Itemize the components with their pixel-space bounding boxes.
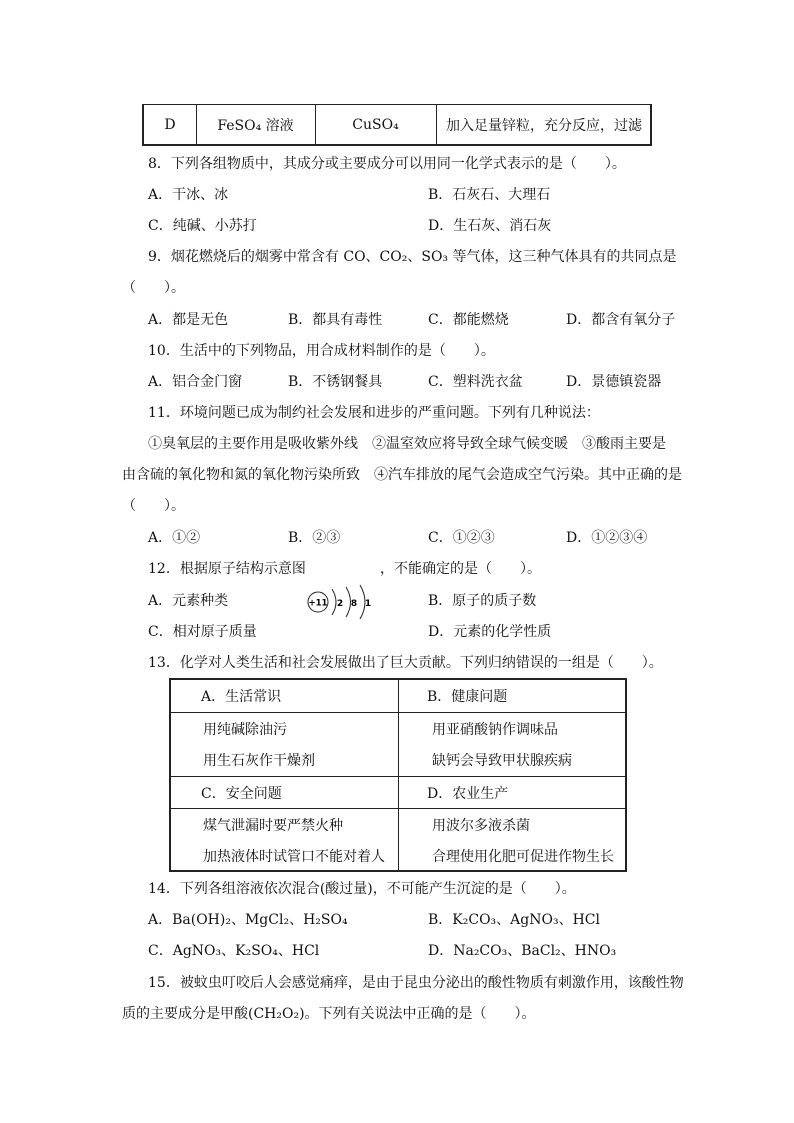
q10-option-d: D．景德镇瓷器 xyxy=(566,374,662,390)
q9-stem: 9．烟花燃烧后的烟雾中常含有 CO、CO₂、SO₃ 等气体，这三种气体具有的共同点是 xyxy=(148,249,677,265)
q12-stem-cont: ，不能确定的是（ ）。 xyxy=(380,561,541,577)
q13-group-c-title: C．安全问题 xyxy=(201,786,282,802)
q11-stem: 11．环境问题已成为制约社会发展和进步的严重问题。下列有几种说法： xyxy=(148,405,600,421)
q12-stem: 12．根据原子结构示意图 xyxy=(148,561,306,577)
table-divider xyxy=(171,712,625,713)
q12-option-b: B．原子的质子数 xyxy=(428,593,537,609)
q13-group-b-item: 用亚硝酸钠作调味品 xyxy=(432,722,558,738)
q7-substance-cell: FeSO₄ 溶液 xyxy=(217,117,294,134)
q14-option-c: C．AgNO₃、K₂SO₄、HCl xyxy=(148,943,320,959)
q7-impurity-cell: CuSO₄ xyxy=(352,116,399,133)
q12-option-d: D．元素的化学性质 xyxy=(428,624,552,640)
shell-1-electrons: 2 xyxy=(336,599,344,609)
q13-stem: 13．化学对人类生活和社会发展做出了巨大贡献。下列归纳错误的一组是（ ）。 xyxy=(148,655,663,671)
q14-option-a: A．Ba(OH)₂、MgCl₂、H₂SO₄ xyxy=(148,912,348,928)
q8-stem: 8．下列各组物质中，其成分或主要成分可以用同一化学式表示的是（ ）。 xyxy=(148,156,626,172)
q15-stem-cont: 质的主要成分是甲酸(CH₂O₂)。下列有关说法中正确的是（ ）。 xyxy=(122,1006,536,1022)
q8-option-d: D．生石灰、消石灰 xyxy=(428,218,552,234)
q13-group-c-item: 加热液体时试管口不能对着人 xyxy=(203,849,385,865)
q12-option-a: A．元素种类 xyxy=(148,593,229,609)
q11-body-line2: 由含硫的氧化物和氮的氧化物污染所致 ④汽车排放的尾气会造成空气污染。其中正确的是 xyxy=(122,467,682,483)
table-divider xyxy=(171,776,625,777)
q8-option-b: B．石灰石、大理石 xyxy=(428,187,551,203)
shell-2-electrons: 8 xyxy=(350,599,358,609)
q13-group-c-item: 煤气泄漏时要严禁火种 xyxy=(203,818,343,834)
q7-table-row xyxy=(142,104,652,146)
q14-option-d: D．Na₂CO₃、BaCl₂、HNO₃ xyxy=(428,943,617,959)
q7-option-cell: D xyxy=(164,116,176,133)
table-divider xyxy=(398,680,399,870)
q13-group-b-item: 缺钙会导致甲状腺疾病 xyxy=(432,753,572,769)
q8-option-a: A．干冰、冰 xyxy=(148,187,229,203)
q11-option-b: B．②③ xyxy=(288,530,341,546)
q10-option-c: C．塑料洗衣盆 xyxy=(428,374,523,390)
atom-structure-diagram xyxy=(305,583,377,621)
q13-group-d-title: D．农业生产 xyxy=(427,786,509,802)
q8-option-c: C．纯碱、小苏打 xyxy=(148,218,257,234)
q11-option-a: A．①② xyxy=(148,530,201,546)
q9-option-b: B．都具有毒性 xyxy=(288,312,383,328)
q13-group-a-item: 用生石灰作干燥剂 xyxy=(203,753,315,769)
q11-option-c: C．①②③ xyxy=(428,530,495,546)
q13-group-a-title: A．生活常识 xyxy=(201,689,282,705)
q9-stem-cont: （ ）。 xyxy=(122,280,185,296)
q9-option-a: A．都是无色 xyxy=(148,312,229,328)
q10-option-b: B．不锈钢餐具 xyxy=(288,374,383,390)
q13-group-d-item: 合理使用化肥可促进作物生长 xyxy=(432,849,614,865)
q9-option-c: C．都能燃烧 xyxy=(428,312,509,328)
nucleus-charge: +11 xyxy=(308,598,328,609)
q12-option-c: C．相对原子质量 xyxy=(148,624,257,640)
q15-stem: 15．被蚊虫叮咬后人会感觉痛痒，是由于昆虫分泌出的酸性物质有刺激作用，该酸性物 xyxy=(148,975,684,991)
q11-body-line1: ①臭氧层的主要作用是吸收紫外线 ②温室效应将导致全球气候变暖 ③酸雨主要是 xyxy=(148,436,666,452)
q9-option-d: D．都含有氧分子 xyxy=(566,312,676,328)
q13-group-a-item: 用纯碱除油污 xyxy=(203,722,287,738)
q10-option-a: A．铝合金门窗 xyxy=(148,374,243,390)
table-divider xyxy=(171,808,625,809)
shell-3-electrons: 1 xyxy=(364,599,372,609)
q13-group-b-title: B．健康问题 xyxy=(427,689,508,705)
q14-stem: 14．下列各组溶液依次混合(酸过量)，不可能产生沉淀的是（ ）。 xyxy=(148,881,576,897)
q14-option-b: B．K₂CO₃、AgNO₃、HCl xyxy=(428,912,600,928)
q11-option-d: D．①②③④ xyxy=(566,530,648,546)
q13-group-d-item: 用波尔多液杀菌 xyxy=(432,818,530,834)
q7-method-cell: 加入足量锌粒，充分反应，过滤 xyxy=(446,117,642,134)
q13-table xyxy=(169,678,627,872)
q11-body-line3: （ ）。 xyxy=(122,498,185,514)
q10-stem: 10．生活中的下列物品，用合成材料制作的是（ ）。 xyxy=(148,343,495,359)
